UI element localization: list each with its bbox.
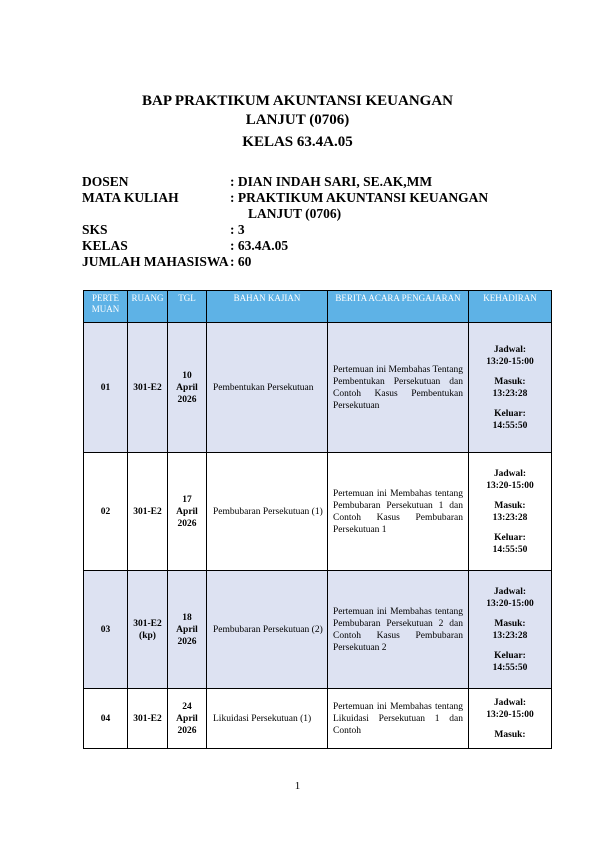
mata-kuliah-value: : PRAKTIKUM AKUNTANSI KEUANGAN — [230, 190, 489, 205]
header-tgl: TGL — [168, 291, 207, 323]
masuk-value: 13:23:28 — [492, 630, 528, 641]
row-tgl — [168, 689, 207, 749]
row-berita-acara: Pertemuan ini Membahas tentang Pembubaran Persekutuan 2 dan Contoh Kasus Pembubaran Persekutuan 2 — [328, 571, 469, 689]
table-row — [84, 571, 552, 689]
tgl-month: April — [176, 382, 198, 393]
tgl-day: 17 — [182, 494, 192, 505]
row-ruang: 301-E2 — [128, 323, 168, 453]
document-title-line-1: BAP PRAKTIKUM AKUNTANSI KEUANGAN — [142, 93, 453, 109]
row-number: 01 — [84, 323, 128, 453]
row-bahan-kajian: Pembubaran Persekutuan (1) — [207, 453, 328, 571]
tgl-year: 2026 — [177, 518, 197, 529]
row-kehadiran — [469, 689, 552, 749]
tgl-year: 2026 — [177, 636, 197, 647]
masuk-value: 13:23:28 — [492, 388, 528, 399]
table-header-row — [84, 291, 552, 323]
kelas-value: : 63.4A.05 — [230, 238, 289, 253]
table-row — [84, 323, 552, 453]
row-ruang: 301-E2 — [128, 689, 168, 749]
dosen-label: DOSEN — [82, 174, 129, 189]
header-pertemuan: PERTE MUAN — [84, 291, 128, 323]
bap-table — [83, 290, 552, 749]
row-tgl — [168, 571, 207, 689]
tgl-year: 2026 — [177, 725, 197, 736]
keluar-label: Keluar: — [494, 532, 526, 543]
document-title-line-3: KELAS 63.4A.05 — [242, 134, 353, 150]
sks-value: : 3 — [230, 222, 245, 237]
row-berita-acara: Pertemuan ini Membahas tentang Likuidasi Persekutuan 1 dan Contoh — [328, 689, 469, 749]
jadwal-label: Jadwal: — [493, 344, 527, 355]
row-number: 03 — [84, 571, 128, 689]
masuk-label: Masuk: — [494, 729, 526, 740]
jumlah-mahasiswa-value: : 60 — [230, 254, 252, 269]
row-tgl — [168, 453, 207, 571]
tgl-month: April — [176, 713, 198, 724]
table-row — [84, 689, 552, 749]
tgl-month: April — [176, 506, 198, 517]
jadwal-label: Jadwal: — [493, 586, 527, 597]
dosen-value: : DIAN INDAH SARI, SE.AK,MM — [230, 174, 433, 189]
row-tgl — [168, 323, 207, 453]
masuk-value: 13:23:28 — [492, 512, 528, 523]
document-title-line-2: LANJUT (0706) — [245, 112, 350, 128]
jumlah-mahasiswa-label: JUMLAH MAHASISWA — [82, 254, 229, 269]
page-number: 1 — [294, 780, 301, 792]
row-kehadiran — [469, 323, 552, 453]
kelas-label: KELAS — [82, 238, 128, 253]
jadwal-value: 13:20-15:00 — [486, 709, 534, 720]
keluar-label: Keluar: — [494, 408, 526, 419]
header-bahan-kajian: BAHAN KAJIAN — [207, 291, 328, 323]
keluar-label: Keluar: — [494, 650, 526, 661]
tgl-day: 24 — [182, 701, 192, 712]
jadwal-value: 13:20-15:00 — [486, 480, 534, 491]
mata-kuliah-label: MATA KULIAH — [82, 190, 179, 205]
tgl-day: 10 — [182, 370, 192, 381]
masuk-label: Masuk: — [494, 500, 526, 511]
row-bahan-kajian: Likuidasi Persekutuan (1) — [207, 689, 328, 749]
tgl-year: 2026 — [177, 394, 197, 405]
masuk-label: Masuk: — [494, 376, 526, 387]
row-ruang: 301-E2 (kp) — [128, 571, 168, 689]
row-berita-acara: Pertemuan ini Membahas tentang Pembubaran Persekutuan 1 dan Contoh Kasus Pembubaran Persekutuan 1 — [328, 453, 469, 571]
tgl-day: 18 — [182, 612, 192, 623]
mata-kuliah-value-cont: LANJUT (0706) — [248, 206, 342, 221]
jadwal-label: Jadwal: — [493, 468, 527, 479]
row-bahan-kajian: Pembubaran Persekutuan (2) — [207, 571, 328, 689]
masuk-label: Masuk: — [494, 618, 526, 629]
row-number: 04 — [84, 689, 128, 749]
jadwal-value: 13:20-15:00 — [486, 598, 534, 609]
tgl-month: April — [176, 624, 198, 635]
row-berita-acara: Pertemuan ini Membahas Tentang Pembentukan Persekutuan dan Contoh Kasus Pembentukan Persekutuan — [328, 323, 469, 453]
row-kehadiran — [469, 571, 552, 689]
row-number: 02 — [84, 453, 128, 571]
row-kehadiran — [469, 453, 552, 571]
table-row — [84, 453, 552, 571]
sks-label: SKS — [82, 222, 108, 237]
keluar-value: 14:55:50 — [492, 662, 528, 673]
jadwal-value: 13:20-15:00 — [486, 356, 534, 367]
header-ruang: RUANG — [128, 291, 168, 323]
header-berita-acara: BERITA ACARA PENGAJARAN — [328, 291, 469, 323]
row-ruang: 301-E2 — [128, 453, 168, 571]
keluar-value: 14:55:50 — [492, 544, 528, 555]
keluar-value: 14:55:50 — [492, 420, 528, 431]
row-bahan-kajian: Pembentukan Persekutuan — [207, 323, 328, 453]
header-kehadiran: KEHADIRAN — [469, 291, 552, 323]
jadwal-label: Jadwal: — [493, 697, 527, 708]
